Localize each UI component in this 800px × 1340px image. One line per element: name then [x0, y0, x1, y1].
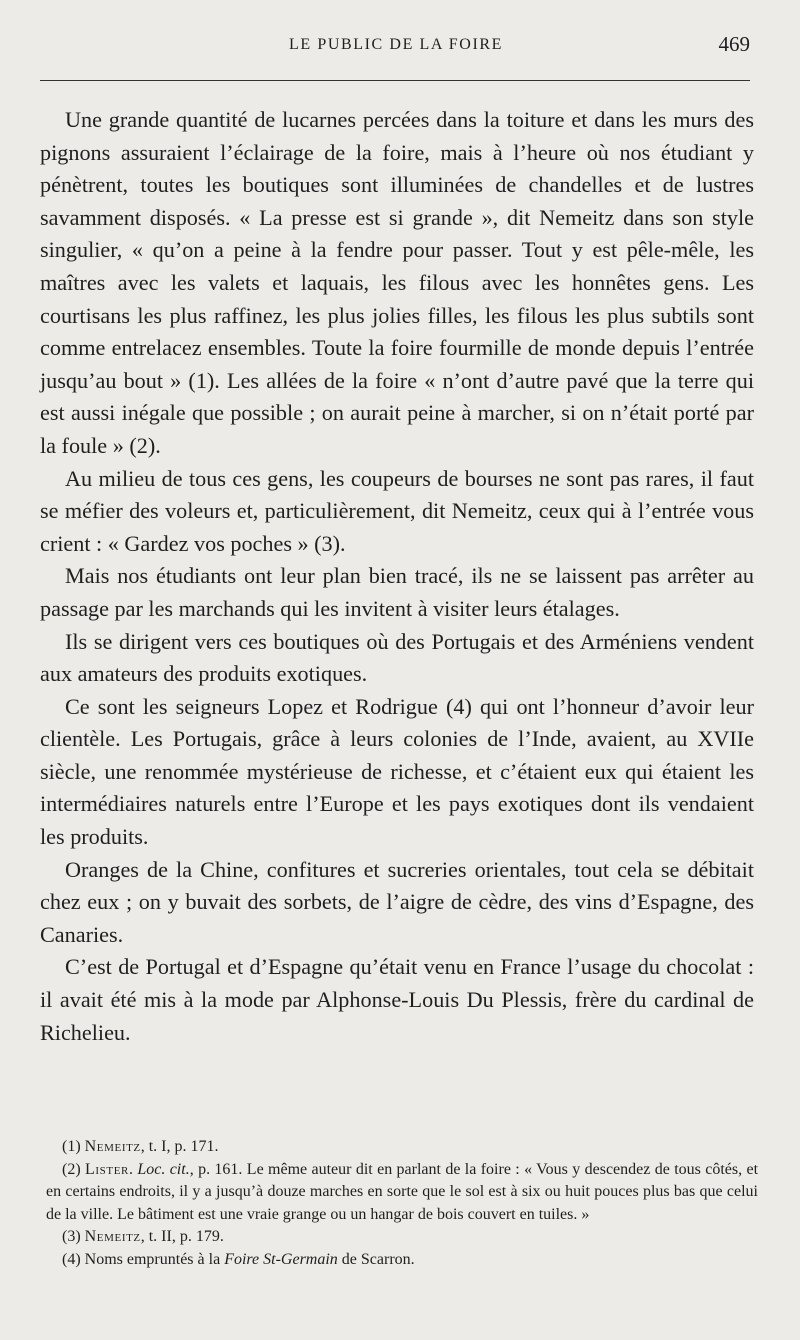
- footnote-mark: (4): [62, 1250, 81, 1268]
- footnote-author: Nemeitz: [84, 1228, 141, 1246]
- paragraph: Ce sont les seigneurs Lopez et Rodrigue (4) qui ont l’honneur d’avoir leur clientèle. Les Portugais, grâce à leurs colonies de l’Inde, avaient, au XVIIe siècle, une renommée mystérieuse de richesse, et c’étaient eux qui étaient les intermédiaires naturels entre l’Europe et les pays exotiques dont ils vendaient les produits.: [40, 693, 754, 850]
- paragraph: Une grande quantité de lucarnes percées dans la toiture et dans les murs des pignons assuraient l’éclairage de la foire, mais à l’heure où nos étudiant y pénètrent, toutes les boutiques sont illuminées de chandelles et de lustres savamment disposés. « La presse est si grande », dit Nemeitz dans son style singulier, « qu’on a peine à la fendre pour passer. Tout y est pêle-mêle, les maîtres avec les valets et laquais, les filous avec les honnêtes gens. Les courtisans les plus raffinez, les plus jolies filles, les filous les plus subtils sont comme entrelacez ensembles. Toute la foire fourmille de monde depuis l’entrée jusqu’au bout » (1). Les allées de la foire « n’ont d’autre pavé que la terre qui est aussi inégale que possible ; on aurait peine à marcher, si on n’était porté par la foule » (2).: [40, 107, 754, 458]
- footnotes: [46, 1136, 758, 1272]
- footnote-mark: (1): [62, 1138, 81, 1155]
- footnote-2: [46, 1159, 758, 1227]
- footnote-text: , t. I, p. 171.: [140, 1138, 219, 1155]
- footnote-work: Foire St-Germain: [224, 1250, 338, 1268]
- header-rule: [40, 80, 750, 81]
- paragraph: C’est de Portugal et d’Espagne qu’était venu en France l’usage du chocolat : il avait été mis à la mode par Alphonse-Louis Du Plessis, frère du cardinal de Richelieu.: [40, 954, 754, 1045]
- footnote-1: [46, 1136, 758, 1159]
- footnote-author: Nemeitz: [84, 1138, 141, 1155]
- paragraph: Au milieu de tous ces gens, les coupeurs de bourses ne sont pas rares, il faut se méfier des voleurs et, particulièrement, dit Nemeitz, ceux qui à l’entrée vous crient : « Gardez vos poches » (3).: [40, 465, 754, 556]
- footnote-mark: (3): [62, 1228, 81, 1246]
- paragraph: Ils se dirigent vers ces boutiques où des Portugais et des Arméniens vendent aux amateurs des produits exotiques.: [40, 628, 754, 687]
- footnote-text: , p. 161. Le même auteur dit en parlant de la foire : « Vous y descendez de tous côtés, et en certains endroits, il y a jusqu’à douze marches en sorte que le sol est à six ou huit pouces plus bas que celui de la ville. Le bâtiment est une vraie grange ou un hangar de bois couvert en tuiles. »: [46, 1160, 759, 1223]
- paragraph: Oranges de la Chine, confitures et sucreries orientales, tout cela se débitait chez eux ; on y buvait des sorbets, de l’aigre de cèdre, des vins d’Espagne, des Canaries.: [40, 856, 754, 947]
- page-number: 469: [718, 32, 750, 56]
- page-header: [40, 34, 752, 64]
- footnote-3: [46, 1226, 758, 1249]
- footnote-text: de Scarron.: [337, 1250, 415, 1268]
- footnote-author: Lister: [85, 1160, 129, 1178]
- footnote-separator: .: [128, 1160, 138, 1178]
- paragraph: Mais nos étudiants ont leur plan bien tracé, ils ne se laissent pas arrêter au passage par les marchands qui les invitent à visiter leurs étalages.: [40, 563, 754, 621]
- body-text: [40, 104, 754, 1049]
- footnote-text: , t. II, p. 179.: [140, 1228, 224, 1246]
- footnote-text: Noms empruntés à la: [80, 1250, 225, 1268]
- footnote-work: Loc. cit.: [137, 1160, 190, 1178]
- footnote-4: [46, 1249, 758, 1272]
- footnote-mark: (2): [62, 1160, 81, 1178]
- running-title: LE PUBLIC DE LA FOIRE: [288, 36, 504, 53]
